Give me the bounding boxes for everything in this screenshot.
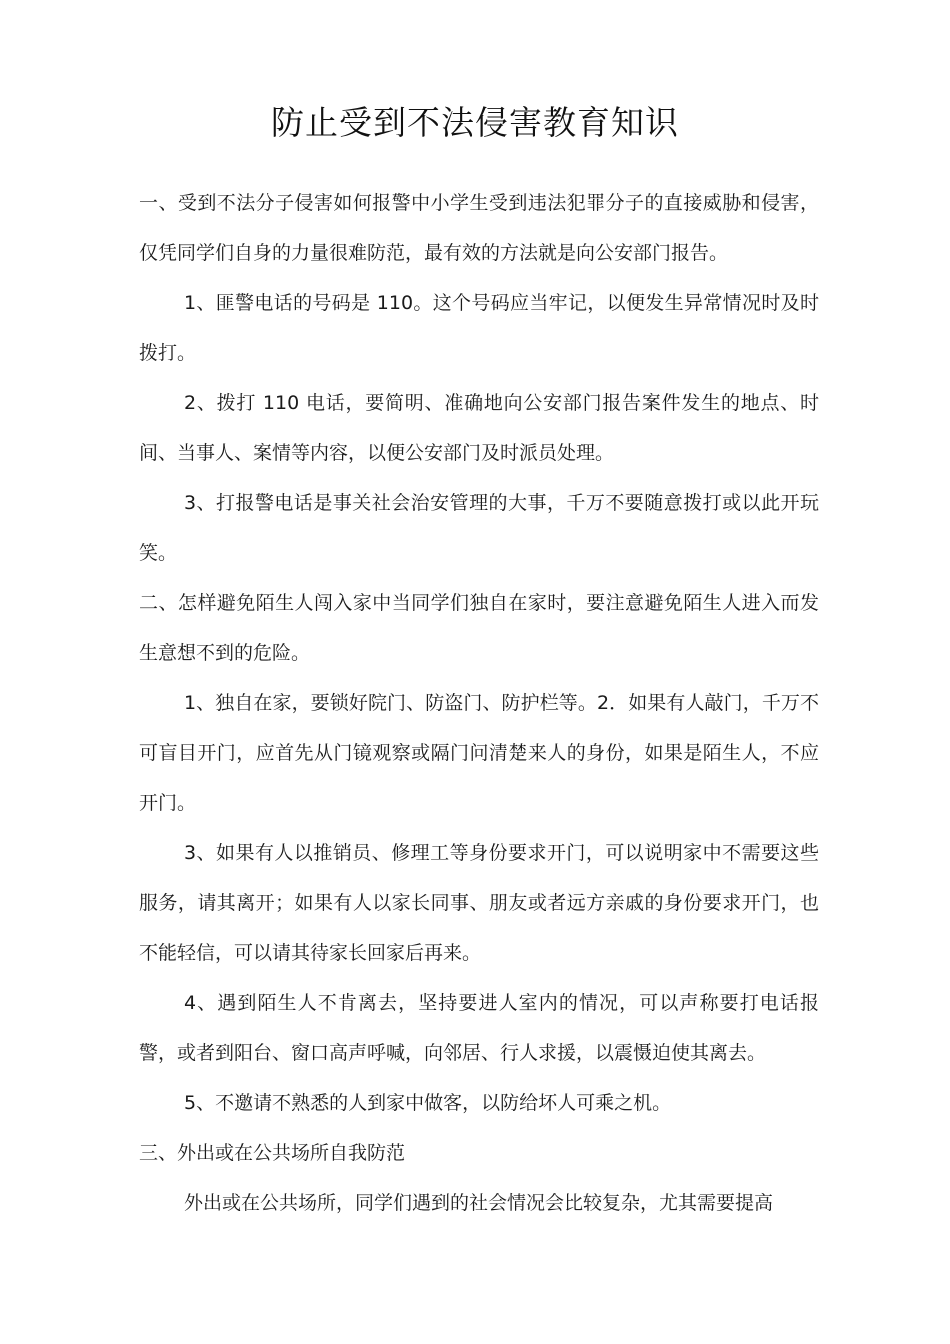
- paragraph-item-2-3: 3、如果有人以推销员、修理工等身份要求开门，可以说明家中不需要这些服务，请其离开；如果有人以家长同事、朋友或者远方亲戚的身份要求开门，也不能轻信，可以请其待家长回家后再来。: [139, 842, 819, 964]
- document-body: [139, 178, 819, 1228]
- paragraph-item-2-1: 1、独自在家，要锁好院门、防盗门、防护栏等。2．如果有人敲门，千万不可盲目开门，应首先从门镜观察或隔门问清楚来人的身份，如果是陌生人，不应开门。: [139, 692, 819, 814]
- paragraph-item-1-1: 1、匪警电话的号码是 110。这个号码应当牢记，以便发生异常情况时及时拨打。: [139, 292, 819, 364]
- paragraph-section-3-heading: 三、外出或在公共场所自我防范: [139, 1142, 406, 1164]
- paragraph-item-2-4: 4、遇到陌生人不肯离去，坚持要进人室内的情况，可以声称要打电话报警，或者到阳台、窗口高声呼喊，向邻居、行人求援，以震慑迫使其离去。: [139, 992, 819, 1064]
- document-title: 防止受到不法侵害教育知识: [271, 103, 679, 142]
- paragraph-section-1-intro: 一、受到不法分子侵害如何报警中小学生受到违法犯罪分子的直接威胁和侵害，仅凭同学们自身的力量很难防范，最有效的方法就是向公安部门报告。: [139, 192, 819, 264]
- paragraph-item-1-3: 3、打报警电话是事关社会治安管理的大事，千万不要随意拨打或以此开玩笑。: [139, 492, 819, 564]
- paragraph-item-1-2: 2、拨打 110 电话，要简明、准确地向公安部门报告案件发生的地点、时间、当事人、案情等内容，以便公安部门及时派员处理。: [139, 392, 819, 464]
- paragraph-item-2-5: 5、不邀请不熟悉的人到家中做客，以防给坏人可乘之机。: [184, 1092, 672, 1114]
- paragraph-section-3-body: 外出或在公共场所，同学们遇到的社会情况会比较复杂，尤其需要提高: [184, 1192, 774, 1214]
- paragraph-section-2-intro: 二、怎样避免陌生人闯入家中当同学们独自在家时，要注意避免陌生人进入而发生意想不到的危险。: [139, 592, 819, 664]
